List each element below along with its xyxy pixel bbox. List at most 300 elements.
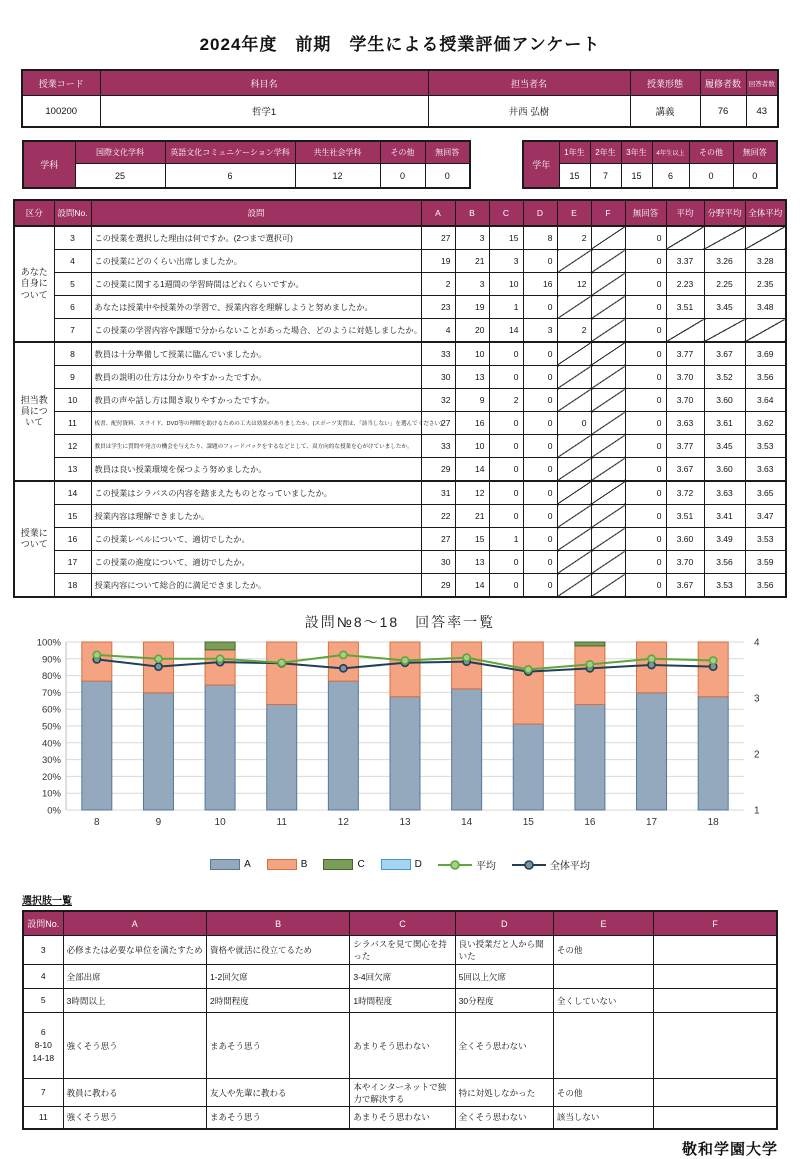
question-text: 教員は学生に質問や発言の機会を与えたり、課題のフィードバックをするなどとして、双方向的な授業を心がけていましたか。 — [91, 435, 421, 458]
result-cell: 3.53 — [745, 528, 786, 551]
question-number: 15 — [54, 505, 91, 528]
result-cell: 4 — [421, 319, 455, 343]
choices-table-header: B — [206, 911, 349, 936]
not-applicable-cell — [666, 226, 704, 250]
summary-value: 15 — [621, 164, 652, 189]
result-cell: 8 — [523, 226, 557, 250]
result-cell: 13 — [455, 551, 489, 574]
question-text: 板書、配付資料、スライド、DVD等の理解を助けるための工夫は効果がありましたか。(スポーツ実習は、「該当しない」を選んでください) — [91, 412, 421, 435]
not-applicable-cell — [591, 481, 625, 505]
not-applicable-cell — [557, 296, 591, 319]
result-cell: 3.63 — [704, 481, 745, 505]
choice-text: 良い授業だと人から聞いた — [455, 936, 553, 965]
result-cell: 0 — [523, 250, 557, 273]
svg-text:20%: 20% — [41, 771, 61, 783]
result-cell: 0 — [489, 574, 523, 598]
result-cell: 0 — [523, 458, 557, 482]
result-cell: 1 — [489, 528, 523, 551]
result-cell: 3.63 — [745, 458, 786, 482]
choice-text: 5回以上欠席 — [455, 965, 553, 989]
not-applicable-cell — [557, 250, 591, 273]
result-cell: 3 — [455, 273, 489, 296]
summary-value: 0 — [380, 164, 425, 189]
category-label: 授業に ついて — [14, 481, 54, 597]
not-applicable-cell — [591, 551, 625, 574]
svg-text:8: 8 — [94, 817, 100, 828]
result-cell: 0 — [625, 366, 666, 389]
summary-value: 12 — [295, 164, 380, 189]
summary-header: その他 — [380, 141, 425, 164]
question-text: この授業レベルについて、適切でしたか。 — [91, 528, 421, 551]
choices-table-header: F — [654, 911, 777, 936]
choice-text: 資格や就活に役立てるため — [206, 936, 349, 965]
result-cell: 0 — [625, 226, 666, 250]
course-value: 100200 — [22, 96, 100, 128]
question-table-header: B — [455, 200, 489, 226]
course-value: 講義 — [630, 96, 700, 128]
summary-value: 7 — [590, 164, 621, 189]
department-table — [22, 140, 471, 189]
question-row — [14, 366, 786, 389]
result-cell: 0 — [523, 435, 557, 458]
page-title: 2024年度 前期 学生による授業評価アンケート — [199, 35, 601, 54]
question-number: 17 — [54, 551, 91, 574]
course-header: 科目名 — [100, 70, 428, 96]
result-cell: 3.52 — [704, 366, 745, 389]
question-text: 教員は十分準備して授業に臨んでいましたか。 — [91, 342, 421, 366]
summary-value: 25 — [75, 164, 165, 189]
question-row — [14, 481, 786, 505]
choice-text: 教員に教わる — [63, 1079, 206, 1107]
result-cell: 27 — [421, 412, 455, 435]
result-cell: 0 — [625, 296, 666, 319]
result-cell: 2.35 — [745, 273, 786, 296]
question-number: 12 — [54, 435, 91, 458]
result-cell: 31 — [421, 481, 455, 505]
question-row — [14, 342, 786, 366]
result-cell: 0 — [523, 551, 557, 574]
question-text: 授業内容について総合的に満足できましたか。 — [91, 574, 421, 598]
result-cell: 3.70 — [666, 551, 704, 574]
result-cell: 3.63 — [666, 412, 704, 435]
choice-text: その他 — [553, 936, 653, 965]
result-cell: 9 — [455, 389, 489, 412]
svg-text:18: 18 — [707, 817, 719, 828]
not-applicable-cell — [591, 574, 625, 598]
summary-header: 国際文化学科 — [75, 141, 165, 164]
choices-row — [23, 989, 777, 1013]
choice-text: 全くそう思わない — [455, 1107, 553, 1129]
result-cell: 0 — [489, 481, 523, 505]
result-cell: 3.60 — [704, 389, 745, 412]
result-cell: 0 — [625, 319, 666, 343]
choices-table-header: C — [350, 911, 455, 936]
result-cell: 0 — [625, 273, 666, 296]
result-cell: 0 — [489, 366, 523, 389]
footer-university-name: 敬和学園大学 — [681, 1140, 778, 1158]
svg-text:40%: 40% — [41, 738, 61, 750]
summary-header: その他 — [689, 141, 733, 164]
svg-text:12: 12 — [337, 817, 349, 828]
choice-text: 全くしていない — [553, 989, 653, 1013]
question-row — [14, 458, 786, 482]
result-cell: 2 — [557, 319, 591, 343]
choice-text: 該当しない — [553, 1107, 653, 1129]
legend-line-marker — [438, 859, 472, 871]
course-header: 担当者名 — [428, 70, 630, 96]
summary-value: 0 — [733, 164, 777, 189]
summary-value: 0 — [425, 164, 470, 189]
choice-text — [654, 936, 777, 965]
result-cell: 0 — [625, 505, 666, 528]
choices-table-header: A — [63, 911, 206, 936]
legend-item: B — [267, 859, 308, 870]
choice-text: まあそう思う — [206, 1107, 349, 1129]
choice-text: 30分程度 — [455, 989, 553, 1013]
svg-text:10%: 10% — [41, 788, 61, 800]
result-cell: 14 — [455, 458, 489, 482]
chart-title: 設問№8～18 回答率一覧 — [304, 614, 496, 630]
result-cell: 3.53 — [704, 574, 745, 598]
result-cell: 0 — [489, 412, 523, 435]
choice-text: シラバスを見て関心を持った — [350, 936, 455, 965]
summary-header: 無回答 — [733, 141, 777, 164]
not-applicable-cell — [745, 226, 786, 250]
not-applicable-cell — [557, 458, 591, 482]
choices-question-number: 7 — [23, 1079, 63, 1107]
choice-text — [654, 989, 777, 1013]
choice-text — [654, 1079, 777, 1107]
result-cell: 0 — [489, 458, 523, 482]
result-cell: 10 — [455, 435, 489, 458]
result-cell: 14 — [455, 574, 489, 598]
summary-value: 0 — [689, 164, 733, 189]
choice-text: 3-4回欠席 — [350, 965, 455, 989]
result-cell: 0 — [523, 481, 557, 505]
question-number: 4 — [54, 250, 91, 273]
result-cell: 21 — [455, 250, 489, 273]
result-cell: 3.45 — [704, 435, 745, 458]
not-applicable-cell — [591, 389, 625, 412]
question-number: 7 — [54, 319, 91, 343]
svg-text:3: 3 — [754, 693, 760, 705]
result-cell: 0 — [489, 505, 523, 528]
choice-text: 3時間以上 — [63, 989, 206, 1013]
choices-table-header-row — [23, 911, 777, 936]
result-cell: 3.47 — [745, 505, 786, 528]
not-applicable-cell — [591, 458, 625, 482]
result-cell: 0 — [625, 389, 666, 412]
not-applicable-cell — [591, 250, 625, 273]
result-cell: 0 — [523, 412, 557, 435]
result-cell: 3.67 — [666, 458, 704, 482]
result-cell: 0 — [523, 505, 557, 528]
result-cell: 3.48 — [745, 296, 786, 319]
result-cell: 3.56 — [745, 366, 786, 389]
not-applicable-cell — [557, 574, 591, 598]
result-cell: 3.69 — [745, 342, 786, 366]
not-applicable-cell — [591, 528, 625, 551]
result-cell: 3.67 — [666, 574, 704, 598]
result-cell: 19 — [455, 296, 489, 319]
result-cell: 33 — [421, 435, 455, 458]
result-cell: 0 — [523, 389, 557, 412]
result-cell: 3.64 — [745, 389, 786, 412]
result-cell: 3.61 — [704, 412, 745, 435]
question-text: この授業はシラバスの内容を踏まえたものとなっていましたか。 — [91, 481, 421, 505]
result-cell: 2 — [557, 226, 591, 250]
result-cell: 29 — [421, 574, 455, 598]
question-table-header: E — [557, 200, 591, 226]
not-applicable-cell — [591, 319, 625, 343]
result-cell: 1 — [489, 296, 523, 319]
result-cell: 12 — [557, 273, 591, 296]
not-applicable-cell — [557, 481, 591, 505]
choices-table-header: E — [553, 911, 653, 936]
question-table-header: 設問 — [91, 200, 421, 226]
not-applicable-cell — [557, 389, 591, 412]
not-applicable-cell — [591, 226, 625, 250]
question-text: 教員の説明の仕方は分かりやすかったですか。 — [91, 366, 421, 389]
result-cell: 0 — [625, 435, 666, 458]
result-cell: 2.25 — [704, 273, 745, 296]
summary-label: 学年 — [523, 141, 559, 188]
result-cell: 3 — [523, 319, 557, 343]
choices-question-number: 3 — [23, 936, 63, 965]
choice-text: 強くそう思う — [63, 1013, 206, 1079]
summary-header: 1年生 — [559, 141, 590, 164]
course-info-value-row — [22, 96, 778, 128]
choice-text — [553, 965, 653, 989]
result-cell: 0 — [625, 342, 666, 366]
question-number: 9 — [54, 366, 91, 389]
course-info-header-row — [22, 70, 778, 96]
choice-text: その他 — [553, 1079, 653, 1107]
question-row — [14, 505, 786, 528]
result-cell: 27 — [421, 528, 455, 551]
svg-text:60%: 60% — [41, 704, 61, 716]
result-cell: 0 — [625, 481, 666, 505]
question-table-header: F — [591, 200, 625, 226]
result-cell: 21 — [455, 505, 489, 528]
category-label: あなた 自身に ついて — [14, 226, 54, 342]
choices-question-number: 4 — [23, 965, 63, 989]
question-table-header: 分野平均 — [704, 200, 745, 226]
summary-header: 3年生 — [621, 141, 652, 164]
question-text: 教員は良い授業環境を保つよう努めましたか。 — [91, 458, 421, 482]
not-applicable-cell — [557, 528, 591, 551]
result-cell: 16 — [455, 412, 489, 435]
result-cell: 2 — [421, 273, 455, 296]
result-cell: 3.28 — [745, 250, 786, 273]
choice-text: 強くそう思う — [63, 1107, 206, 1129]
choices-table-header: D — [455, 911, 553, 936]
result-cell: 3.56 — [704, 551, 745, 574]
result-cell: 3.62 — [745, 412, 786, 435]
svg-text:11: 11 — [276, 817, 287, 828]
question-table-header: D — [523, 200, 557, 226]
summary-header: 4年生以上 — [652, 141, 689, 164]
question-table-header: 全体平均 — [745, 200, 786, 226]
svg-text:13: 13 — [399, 817, 411, 828]
svg-text:100%: 100% — [36, 637, 61, 649]
question-row — [14, 574, 786, 598]
result-cell: 3.51 — [666, 296, 704, 319]
not-applicable-cell — [557, 366, 591, 389]
result-cell: 0 — [489, 551, 523, 574]
result-cell: 0 — [625, 574, 666, 598]
legend-item: C — [323, 859, 364, 870]
result-cell: 16 — [523, 273, 557, 296]
legend-swatch — [381, 859, 411, 870]
question-number: 5 — [54, 273, 91, 296]
svg-text:70%: 70% — [41, 687, 61, 699]
choices-row — [23, 1079, 777, 1107]
question-row — [14, 412, 786, 435]
result-cell: 22 — [421, 505, 455, 528]
not-applicable-cell — [557, 551, 591, 574]
not-applicable-cell — [591, 412, 625, 435]
question-number: 16 — [54, 528, 91, 551]
choices-question-number: 11 — [23, 1107, 63, 1129]
question-table-header: 無回答 — [625, 200, 666, 226]
question-table-header: 区分 — [14, 200, 54, 226]
svg-text:0%: 0% — [47, 805, 61, 817]
choice-text — [654, 965, 777, 989]
question-text: 授業内容は理解できましたか。 — [91, 505, 421, 528]
svg-text:10: 10 — [214, 817, 226, 828]
result-cell: 0 — [625, 412, 666, 435]
not-applicable-cell — [557, 342, 591, 366]
question-text: 教員の声や話し方は聞き取りやすかったですか。 — [91, 389, 421, 412]
question-number: 13 — [54, 458, 91, 482]
summary-value: 6 — [165, 164, 295, 189]
result-cell: 0 — [489, 342, 523, 366]
not-applicable-cell — [591, 273, 625, 296]
question-table-header-row — [14, 200, 786, 226]
svg-text:50%: 50% — [41, 721, 61, 733]
result-cell: 0 — [523, 574, 557, 598]
not-applicable-cell — [557, 435, 591, 458]
choice-text: 全くそう思わない — [455, 1013, 553, 1079]
question-number: 8 — [54, 342, 91, 366]
choices-question-number: 5 — [23, 989, 63, 1013]
choices-table — [22, 910, 778, 1130]
result-cell: 19 — [421, 250, 455, 273]
question-row — [14, 250, 786, 273]
result-cell: 3.67 — [704, 342, 745, 366]
choice-text — [553, 1013, 653, 1079]
result-cell: 23 — [421, 296, 455, 319]
question-text: この授業に関する1週間の学習時間はどれくらいですか。 — [91, 273, 421, 296]
question-number: 3 — [54, 226, 91, 250]
legend-item: D — [381, 859, 422, 870]
svg-text:16: 16 — [584, 817, 596, 828]
svg-text:80%: 80% — [41, 671, 61, 683]
course-header: 履修者数 — [700, 70, 746, 96]
result-cell: 3.49 — [704, 528, 745, 551]
choice-text: 特に対処しなかった — [455, 1079, 553, 1107]
choice-text: 1時間程度 — [350, 989, 455, 1013]
result-cell: 3.60 — [704, 458, 745, 482]
legend-item: 平均 — [438, 857, 496, 872]
choice-text: 友人や先輩に教わる — [206, 1079, 349, 1107]
summary-header: 2年生 — [590, 141, 621, 164]
choices-row — [23, 1107, 777, 1129]
choice-text: 2時間程度 — [206, 989, 349, 1013]
result-cell: 0 — [625, 551, 666, 574]
course-value: 井西 弘樹 — [428, 96, 630, 128]
course-value: 哲学1 — [100, 96, 428, 128]
not-applicable-cell — [745, 319, 786, 343]
not-applicable-cell — [591, 366, 625, 389]
question-row — [14, 551, 786, 574]
result-cell: 3.26 — [704, 250, 745, 273]
result-cell: 0 — [523, 296, 557, 319]
result-cell: 3.59 — [745, 551, 786, 574]
choice-text: 必修または必要な単位を満たすため — [63, 936, 206, 965]
legend-swatch — [323, 859, 353, 870]
not-applicable-cell — [557, 505, 591, 528]
choices-row — [23, 965, 777, 989]
question-text: この授業にどのくらい出席しましたか。 — [91, 250, 421, 273]
question-number: 11 — [54, 412, 91, 435]
choice-text — [654, 1013, 777, 1079]
question-row — [14, 296, 786, 319]
summary-header: 無回答 — [425, 141, 470, 164]
svg-text:17: 17 — [645, 817, 658, 828]
legend-item: A — [210, 859, 251, 870]
svg-text:30%: 30% — [41, 755, 61, 767]
choices-table-header: 設問No. — [23, 911, 63, 936]
course-header: 授業形態 — [630, 70, 700, 96]
not-applicable-cell — [591, 505, 625, 528]
result-cell: 3.37 — [666, 250, 704, 273]
course-info-table — [21, 69, 779, 128]
question-number: 10 — [54, 389, 91, 412]
svg-text:1: 1 — [754, 805, 760, 817]
result-cell: 15 — [455, 528, 489, 551]
choice-text: あまりそう思わない — [350, 1107, 455, 1129]
result-cell: 12 — [455, 481, 489, 505]
course-value: 76 — [700, 96, 746, 128]
choices-question-number: 6 8-10 14-18 — [23, 1013, 63, 1079]
result-cell: 0 — [625, 528, 666, 551]
question-text: あなたは授業中や授業外の学習で、授業内容を理解しようと努めましたか。 — [91, 296, 421, 319]
choice-text: まあそう思う — [206, 1013, 349, 1079]
choices-row — [23, 1013, 777, 1079]
result-cell: 3.65 — [745, 481, 786, 505]
not-applicable-cell — [591, 342, 625, 366]
result-cell: 30 — [421, 551, 455, 574]
question-text: この授業の進度について、適切でしたか。 — [91, 551, 421, 574]
result-cell: 20 — [455, 319, 489, 343]
summary-value: 6 — [652, 164, 689, 189]
chart-legend — [0, 857, 800, 872]
not-applicable-cell — [591, 435, 625, 458]
question-number: 18 — [54, 574, 91, 598]
result-cell: 27 — [421, 226, 455, 250]
question-row — [14, 435, 786, 458]
category-label: 担当教 員につ いて — [14, 342, 54, 481]
legend-swatch — [267, 859, 297, 870]
result-cell: 3.53 — [745, 435, 786, 458]
question-text: この授業を選択した理由は何ですか。(2つまで選択可) — [91, 226, 421, 250]
choices-row — [23, 936, 777, 965]
question-table-header: C — [489, 200, 523, 226]
result-cell: 30 — [421, 366, 455, 389]
result-cell: 3.77 — [666, 342, 704, 366]
